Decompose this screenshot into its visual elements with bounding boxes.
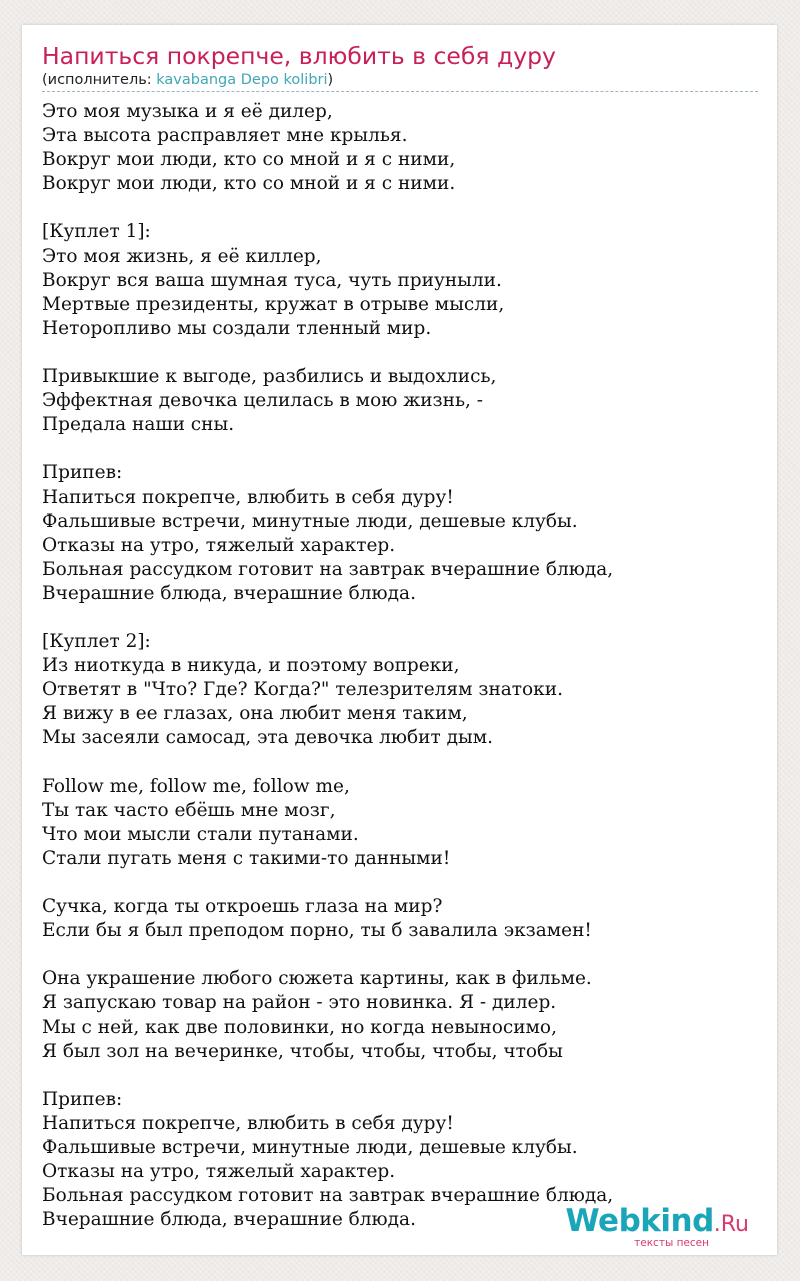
lyric-line: Это моя музыка и я её дилер, bbox=[42, 101, 333, 122]
lyric-line: Привыкшие к выгоде, разбились и выдохлись, bbox=[42, 366, 497, 388]
lyric-line: Отказы на утро, тяжелый характер. bbox=[42, 1161, 396, 1183]
lyric-line: Припев: bbox=[42, 1088, 123, 1110]
lyric-line: Вчерашние блюда, вчерашние блюда. bbox=[42, 1209, 416, 1231]
lyric-line: Ответят в "Что? Где? Когда?" телезрителям знатоки. bbox=[42, 679, 563, 701]
artist-line bbox=[42, 71, 758, 92]
artist-suffix: ) bbox=[327, 72, 334, 88]
lyric-line: Эффектная девочка целилась в мою жизнь, - bbox=[42, 390, 484, 412]
lyric-line: Отказы на утро, тяжелый характер. bbox=[42, 534, 396, 556]
lyric-line: Напиться покрепче, влюбить в себя дуру! bbox=[42, 1112, 454, 1134]
lyric-line: Больная рассудком готовит на завтрак вчерашние блюда, bbox=[42, 558, 614, 580]
lyric-line: Это моя жизнь, я её киллер, bbox=[42, 245, 322, 267]
artist-prefix: (исполнитель: bbox=[42, 72, 157, 88]
lyric-line: [Куплет 1]: bbox=[42, 221, 151, 243]
song-title: Напиться покрепче, влюбить в себя дуру bbox=[42, 42, 556, 70]
lyrics-text bbox=[42, 100, 757, 1232]
lyric-line: Она украшение любого сюжета картины, как в фильме. bbox=[42, 968, 592, 990]
lyric-line: Мы засеяли самосад, эта девочка любит дым. bbox=[42, 727, 494, 749]
lyrics-card bbox=[22, 25, 777, 1255]
lyric-line bbox=[42, 196, 757, 220]
lyric-line: Неторопливо мы создали тленный мир. bbox=[42, 317, 432, 339]
lyric-line: Вокруг мои люди, кто со мной и я с ними. bbox=[42, 173, 456, 195]
lyric-line: Стали пугать меня с такими-то данными! bbox=[42, 847, 451, 869]
lyric-line bbox=[42, 1064, 757, 1088]
lyric-line: [Куплет 2]: bbox=[42, 631, 151, 653]
lyric-line bbox=[42, 871, 757, 895]
logo-tagline: тексты песен bbox=[634, 1237, 709, 1249]
lyric-line bbox=[42, 606, 757, 630]
lyric-line: Мертвые президенты, кружат в отрыве мысли, bbox=[42, 293, 505, 315]
lyric-line: Я вижу в ее глазах, она любит меня таким, bbox=[42, 703, 468, 725]
lyric-line: Из ниоткуда в никуда, и поэтому вопреки, bbox=[42, 655, 460, 677]
lyric-line: Напиться покрепче, влюбить в себя дуру! bbox=[42, 486, 454, 508]
lyric-line: Припев: bbox=[42, 462, 123, 484]
lyric-line: Follow me, follow me, follow me, bbox=[42, 775, 350, 797]
lyric-line bbox=[42, 943, 757, 967]
lyric-line: Сучка, когда ты откроешь глаза на мир? bbox=[42, 896, 443, 918]
lyric-line: Я запускаю товар на район - это новинка. Я - дилер. bbox=[42, 992, 557, 1014]
lyric-line: Что мои мысли стали путанами. bbox=[42, 823, 359, 845]
logo-wordmark bbox=[565, 1205, 749, 1241]
lyric-line: Вокруг мои люди, кто со мной и я с ними, bbox=[42, 149, 456, 171]
logo-tld: .Ru bbox=[713, 1212, 749, 1237]
lyric-line: Эта высота расправляет мне крылья. bbox=[42, 125, 408, 147]
artist-link[interactable]: kavabanga Depo kolibri bbox=[156, 72, 328, 88]
logo-brand: Webkind bbox=[565, 1203, 714, 1239]
lyric-line: Вокруг вся ваша шумная туса, чуть приуныли. bbox=[42, 269, 502, 291]
lyric-line: Если бы я был преподом порно, ты б завалила экзамен! bbox=[42, 920, 592, 942]
site-logo[interactable] bbox=[565, 1205, 749, 1249]
lyric-line: Ты так часто ебёшь мне мозг, bbox=[42, 799, 336, 821]
lyric-line bbox=[42, 341, 757, 365]
lyric-line bbox=[42, 751, 757, 775]
lyric-line: Фальшивые встречи, минутные люди, дешевые клубы. bbox=[42, 1137, 578, 1159]
lyric-line: Я был зол на вечеринке, чтобы, чтобы, чтобы, чтобы bbox=[42, 1040, 563, 1062]
lyric-line: Предала наши сны. bbox=[42, 414, 235, 436]
lyric-line: Фальшивые встречи, минутные люди, дешевые клубы. bbox=[42, 510, 578, 532]
lyric-line: Больная рассудком готовит на завтрак вчерашние блюда, bbox=[42, 1185, 614, 1207]
lyric-line: Вчерашние блюда, вчерашние блюда. bbox=[42, 582, 416, 604]
lyric-line bbox=[42, 437, 757, 461]
lyric-line: Мы с ней, как две половинки, но когда невыносимо, bbox=[42, 1016, 557, 1038]
